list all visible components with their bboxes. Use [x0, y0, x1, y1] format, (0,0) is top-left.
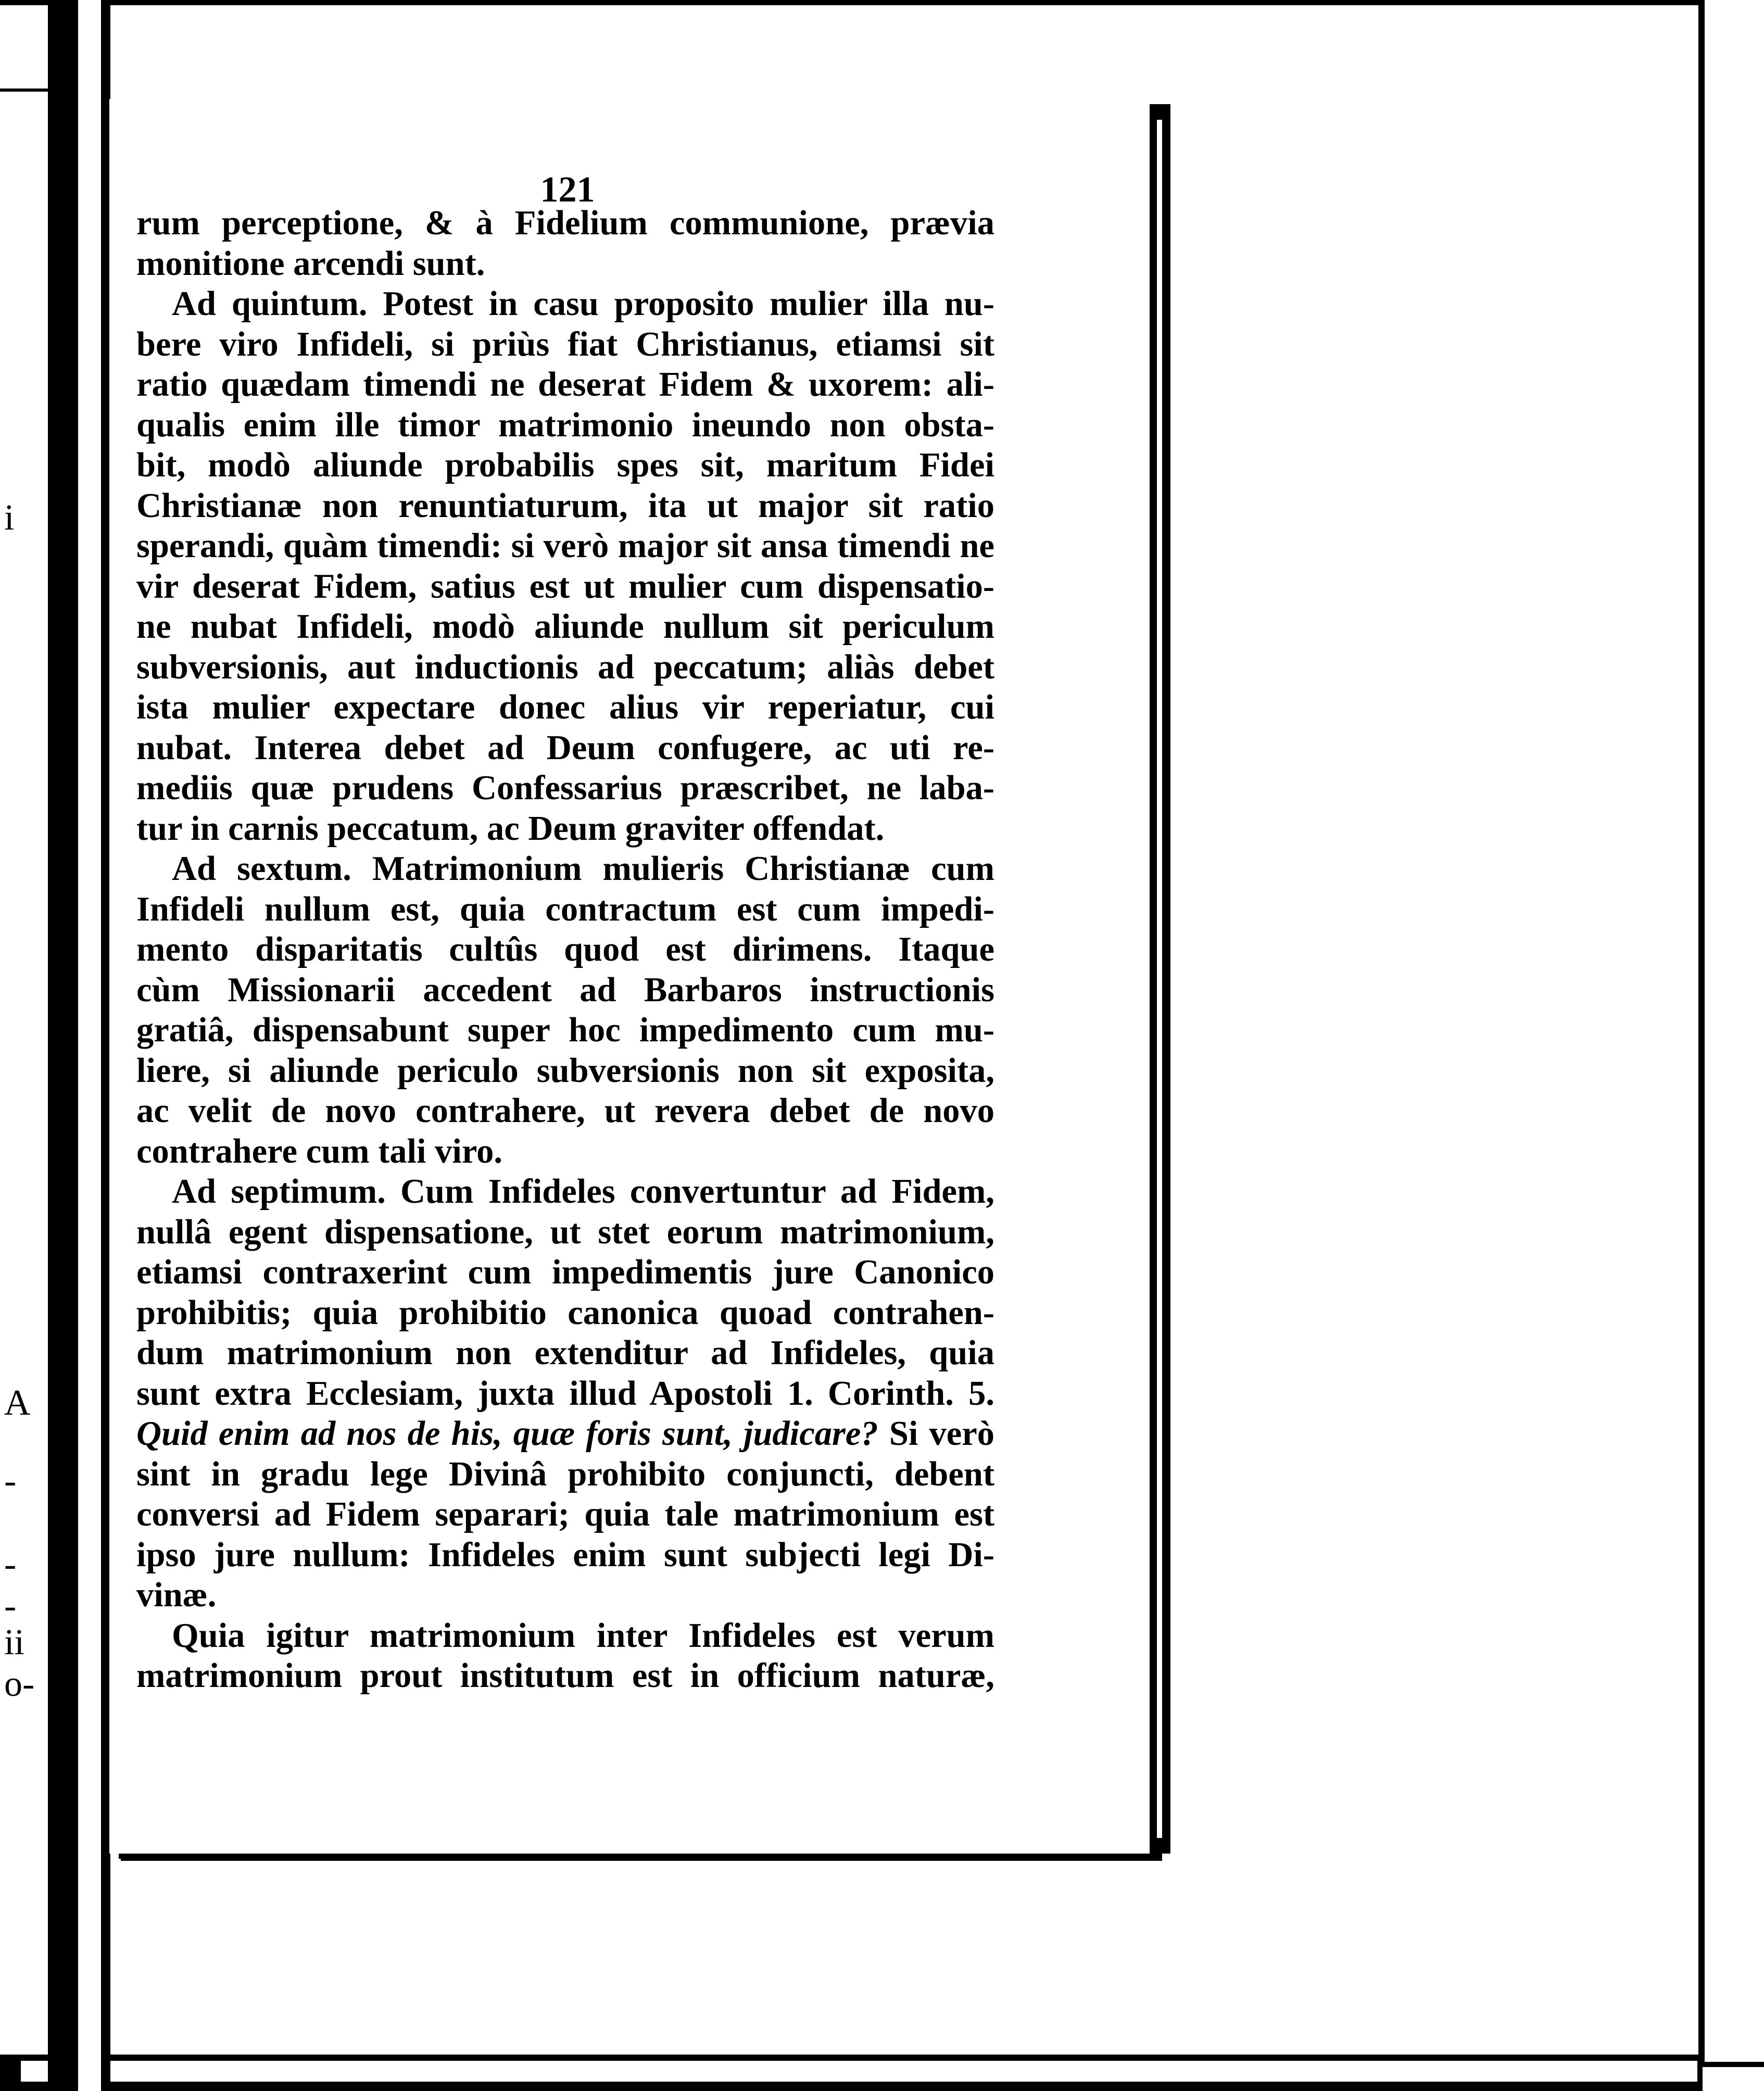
- scan-border-right: [1698, 0, 1705, 2062]
- text-line: ipso jure nullum: Infideles enim sunt subjecti legi Di-: [136, 1535, 994, 1574]
- text-line: Quia igitur matrimonium inter Infideles est verum: [172, 1616, 994, 1655]
- scan-border-top: [0, 0, 1703, 5]
- next-page-edge: [21, 2061, 1697, 2082]
- text-line: conversi ad Fidem separari; quia tale matrimonium est: [136, 1495, 994, 1533]
- book-gutter: [78, 0, 101, 2091]
- facing-page-edge: [0, 89, 48, 92]
- text-line: cùm Missionarii accedent ad Barbaros instructionis: [136, 971, 994, 1009]
- text-line: bit, modò aliunde probabilis spes sit, maritum Fidei: [136, 446, 994, 484]
- text-line: Ad quintum. Potest in casu proposito mulier illa nu-: [172, 285, 994, 323]
- text-line: vir deserat Fidem, satius est ut mulier cum dispensatio-: [136, 567, 994, 606]
- quotation-continuation: Si verò: [878, 1415, 994, 1453]
- text-line: Christianæ non renuntiaturum, ita ut major sit ratio: [136, 486, 994, 525]
- text-line: Ad sextum. Matrimonium mulieris Christianæ cum: [172, 850, 994, 888]
- facing-page-fragment: ii: [4, 1622, 24, 1662]
- text-line: sunt extra Ecclesiam, juxta illud Apostoli 1. Corinth. 5.: [136, 1374, 994, 1413]
- facing-page-fragment: i: [4, 498, 15, 538]
- text-line: ratio quædam timendi ne deserat Fidem & uxorem: ali-: [136, 366, 994, 404]
- facing-page-fragment: -: [4, 1586, 17, 1626]
- text-line: gratiâ, dispensabunt super hoc impedimento cum mu-: [136, 1011, 994, 1049]
- text-line: sperandi, quàm timendi: si verò major sit ansa timendi ne: [136, 527, 994, 565]
- page-edge-highlight: [1157, 120, 1162, 1838]
- scan-border-bottom-right: [1698, 2062, 1764, 2067]
- text-line: rum perceptione, & à Fidelium communione, prævia: [136, 204, 994, 242]
- text-line: dum matrimonium non extenditur ad Infideles, quia: [136, 1334, 994, 1372]
- text-line-quotation: [136, 1414, 994, 1454]
- text-line: nubat. Interea debet ad Deum confugere, ac uti re-: [136, 728, 994, 767]
- text-line: subversionis, aut inductionis ad peccatum; aliàs debet: [136, 648, 994, 686]
- page-text: [136, 203, 994, 1696]
- text-line: Ad septimum. Cum Infideles convertuntur ad Fidem,: [172, 1173, 994, 1211]
- text-line: ista mulier expectare donec alius vir reperiatur, cui: [136, 688, 994, 726]
- text-line: mento disparitatis cultûs quod est dirimens. Itaque: [136, 930, 994, 968]
- quotation-italic: Quid enim ad nos de his, quæ foris sunt, judicare?: [136, 1415, 878, 1453]
- text-line: prohibitis; quia prohibitio canonica quoad contrahen-: [136, 1293, 994, 1332]
- text-line: Infideli nullum est, quia contractum est cum impedi-: [136, 890, 994, 928]
- text-line: ac velit de novo contrahere, ut revera debet de novo: [136, 1092, 994, 1130]
- text-line: liere, si aliunde periculo subversionis non sit exposita,: [136, 1051, 994, 1090]
- text-line: monitione arcendi sunt.: [136, 244, 485, 283]
- text-line: tur in carnis peccatum, ac Deum graviter offendat.: [136, 809, 885, 848]
- facing-page-fragment: o-: [4, 1664, 35, 1704]
- text-line: vinæ.: [136, 1576, 217, 1614]
- text-line: bere viro Infideli, si priùs fiat Christianus, etiamsi sit: [136, 325, 994, 363]
- text-line: nullâ egent dispensatione, ut stet eorum matrimonium,: [136, 1213, 994, 1251]
- text-line: ne nubat Infideli, modò aliunde nullum sit periculum: [136, 608, 994, 646]
- text-line: mediis quæ prudens Confessarius præscribet, ne laba-: [136, 769, 994, 807]
- facing-page-fragment: -: [4, 1461, 17, 1501]
- text-line: sint in gradu lege Divinâ prohibito conjuncti, debent: [136, 1455, 994, 1493]
- text-line: etiamsi contraxerint cum impedimentis jure Canonico: [136, 1253, 994, 1291]
- facing-page-fragment: -: [4, 1544, 17, 1584]
- page-number: 121: [540, 170, 595, 210]
- text-line: qualis enim ille timor matrimonio ineundo non obsta-: [136, 406, 994, 444]
- text-line: matrimonium prout institutum est in officium naturæ,: [136, 1657, 994, 1695]
- facing-page-fragment: A: [4, 1383, 31, 1423]
- text-line: contrahere cum tali viro.: [136, 1132, 503, 1170]
